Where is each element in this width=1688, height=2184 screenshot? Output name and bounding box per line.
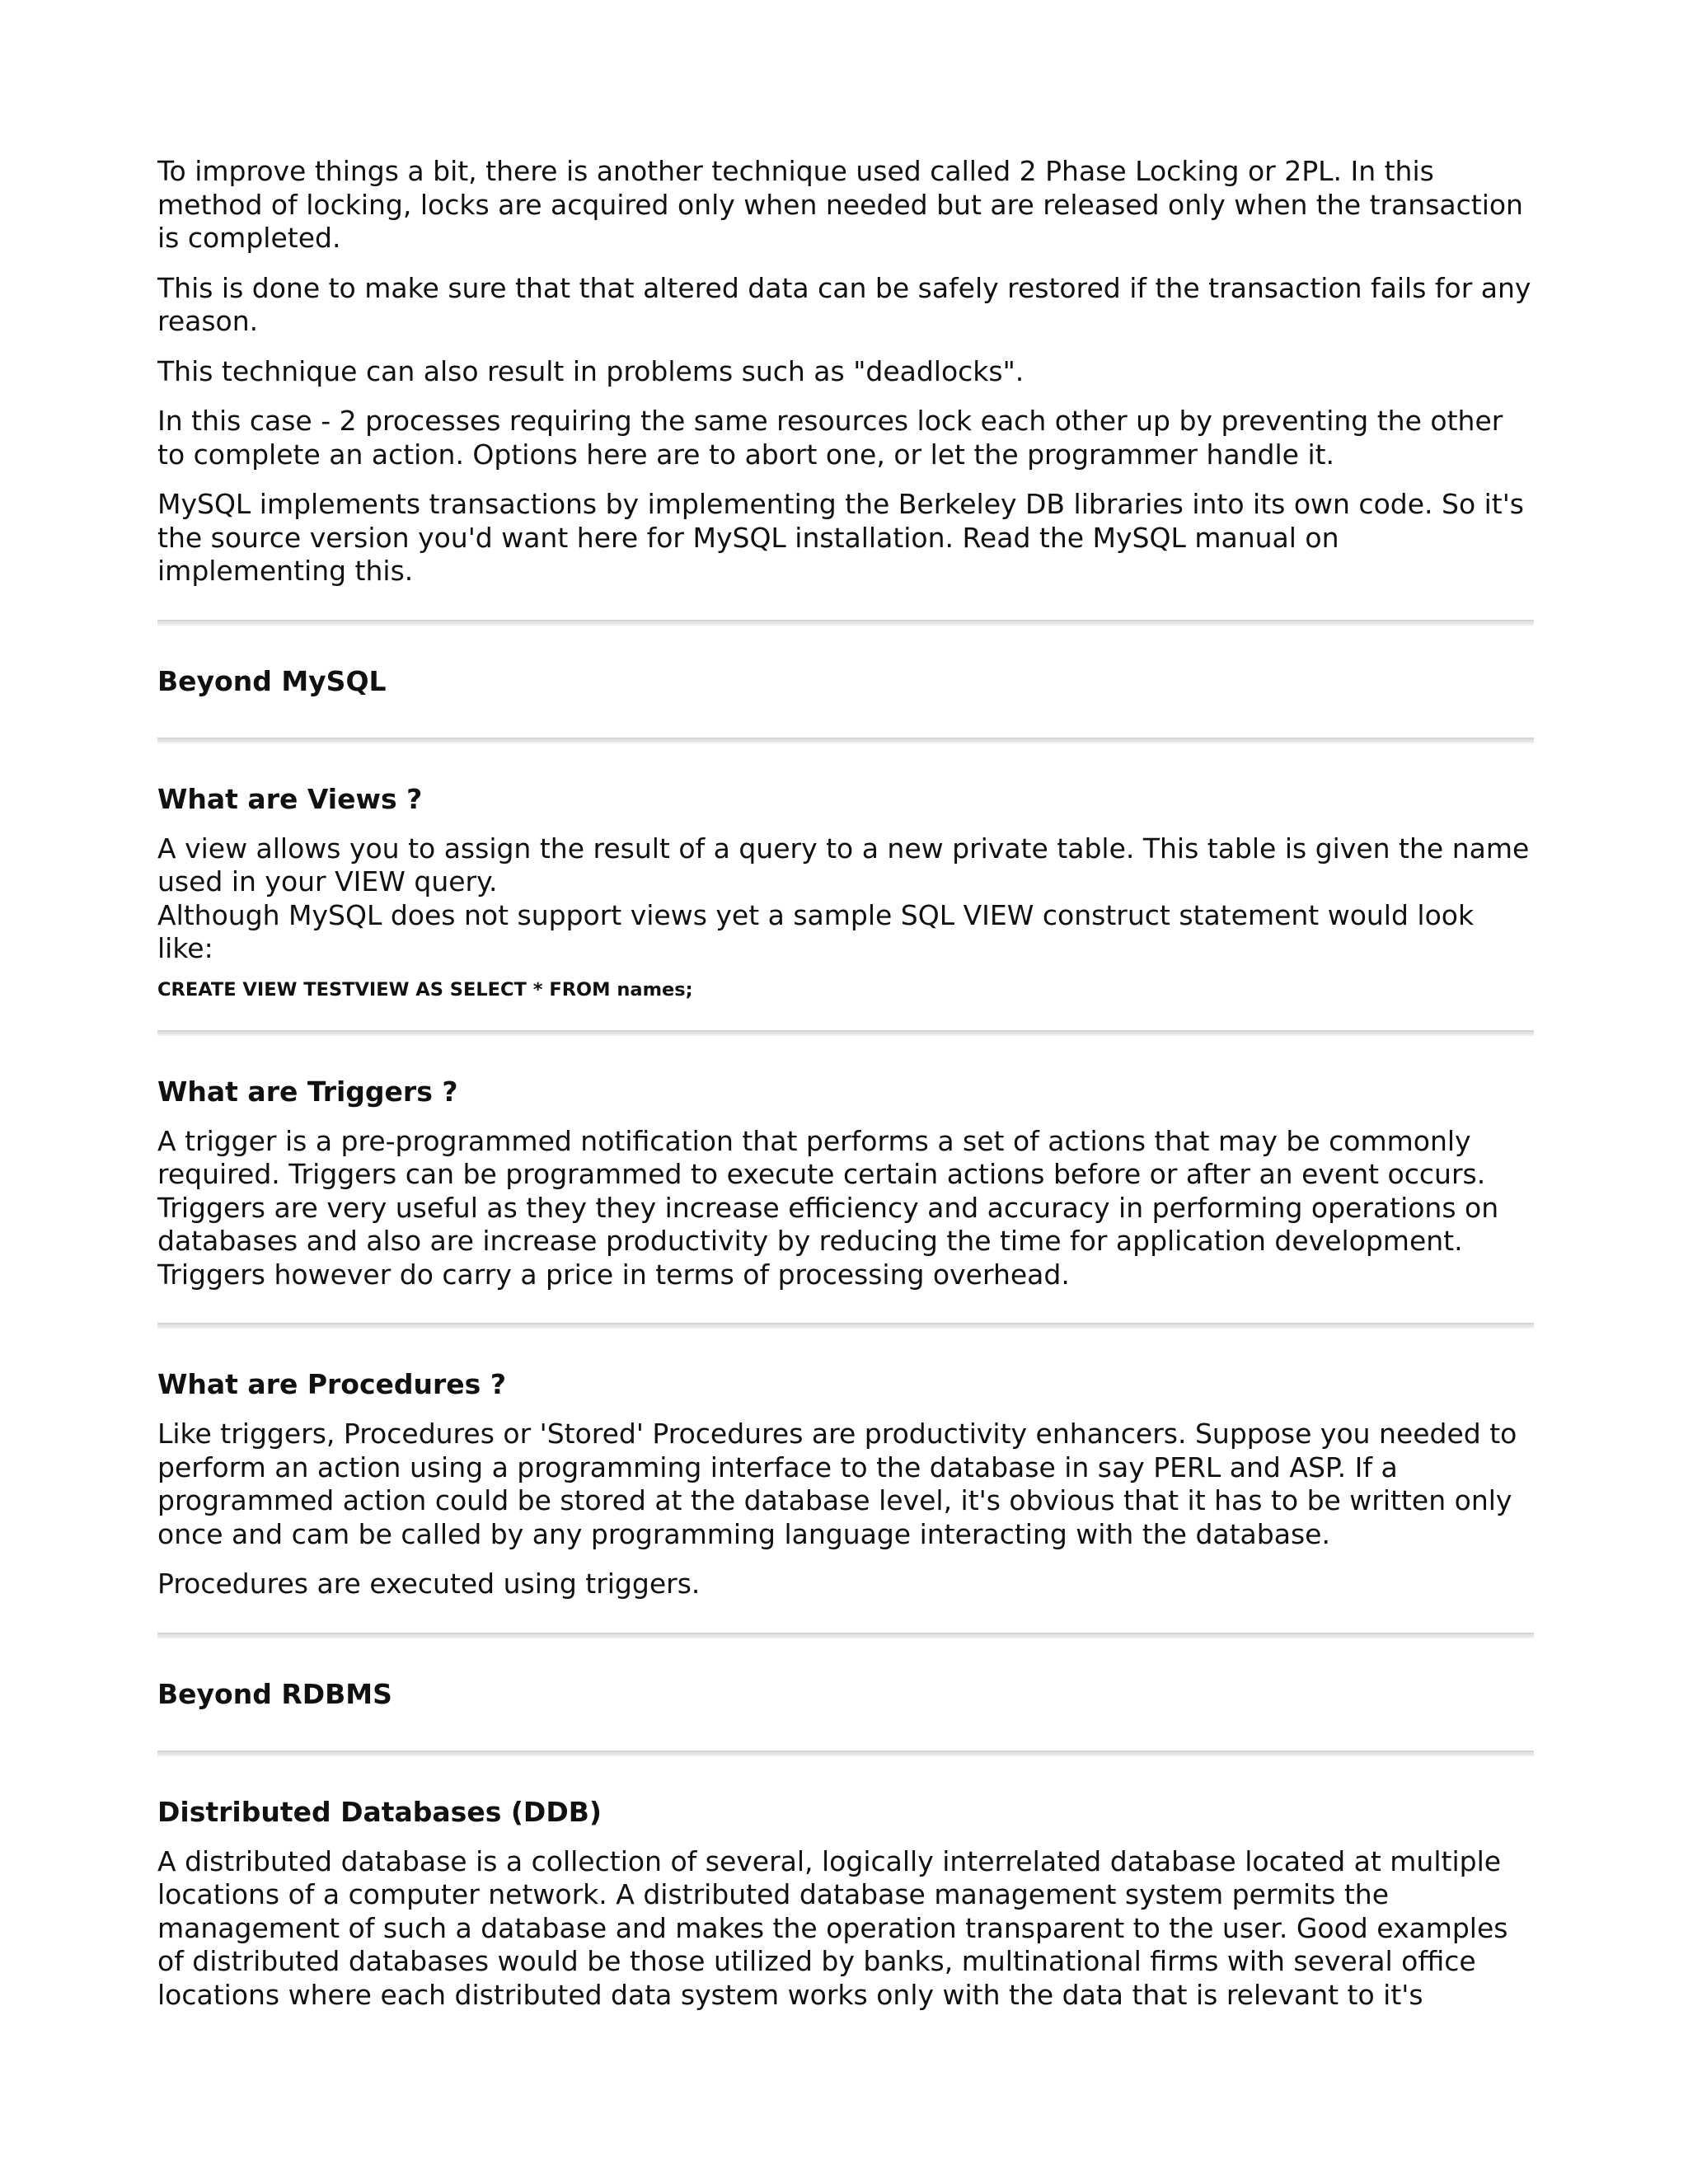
heading-beyond-rdbms: Beyond RDBMS bbox=[157, 1677, 392, 1710]
views-paragraph-line2: Although MySQL does not support views yet a sample SQL VIEW construct statement would look like: bbox=[157, 898, 1475, 964]
divider bbox=[157, 620, 1534, 626]
heading-procedures: What are Procedures ? bbox=[157, 1368, 506, 1400]
procedures-paragraph-1: Like triggers, Procedures or 'Stored' Procedures are productivity enhancers. Suppose you needed to perform an action using a programming interface to the database in say PERL and ASP. If a programmed action could be stored at the database level, it's obvious that it has to be written only once and cam be called by any programming language interacting with the database. bbox=[157, 1418, 1517, 1550]
divider bbox=[157, 1323, 1534, 1329]
heading-beyond-mysql: Beyond MySQL bbox=[157, 664, 387, 697]
divider bbox=[157, 1750, 1534, 1756]
views-code-statement: CREATE VIEW TESTVIEW AS SELECT * FROM names; bbox=[157, 978, 693, 1001]
divider bbox=[157, 1633, 1534, 1638]
ddb-paragraph: A distributed database is a collection of several, logically interrelated database located at multiple locations of a computer network. A distributed database management system permits the management of such a database and makes the operation transparent to the user. Good examples of distributed databases would be those utilized by banks, multinational firms with several office locations where each distributed data system works only with the data that is relevant to it's bbox=[157, 1844, 1508, 2011]
divider bbox=[157, 738, 1534, 743]
divider bbox=[157, 1030, 1534, 1036]
heading-distributed-databases: Distributed Databases (DDB) bbox=[157, 1795, 602, 1828]
intro-paragraph-2pl: To improve things a bit, there is another technique used called 2 Phase Locking or 2PL. In this method of locking, locks are acquired only when needed but are released only when the transaction is completed. bbox=[157, 155, 1523, 254]
intro-paragraph-deadlocks: This technique can also result in problems such as "deadlocks". bbox=[157, 354, 1025, 387]
triggers-paragraph: A trigger is a pre-programmed notification that performs a set of actions that may be commonly required. Triggers can be programmed to execute certain actions before or after an event occurs. Triggers are very useful as they they increase efficiency and accuracy in performing operations on databases and also are increase productivity by reducing the time for application development. Triggers however do carry a price in terms of processing overhead. bbox=[157, 1124, 1499, 1291]
heading-triggers: What are Triggers ? bbox=[157, 1075, 458, 1108]
heading-views: What are Views ? bbox=[157, 782, 423, 815]
intro-paragraph-restore: This is done to make sure that that altered data can be safely restored if the transaction fails for any reason. bbox=[157, 271, 1531, 337]
intro-paragraph-berkeley: MySQL implements transactions by implementing the Berkeley DB libraries into its own code. So it's the source version you'd want here for MySQL installation. Read the MySQL manual on implementing this. bbox=[157, 488, 1524, 587]
procedures-paragraph-2: Procedures are executed using triggers. bbox=[157, 1568, 701, 1600]
intro-paragraph-processes: In this case - 2 processes requiring the same resources lock each other up by preventing the other to complete an action. Options here are to abort one, or let the programmer handle it. bbox=[157, 405, 1503, 471]
document-page bbox=[157, 155, 1534, 2028]
views-paragraph-line1: A view allows you to assign the result of a query to a new private table. This table is given the name used in your VIEW query. bbox=[157, 832, 1530, 898]
